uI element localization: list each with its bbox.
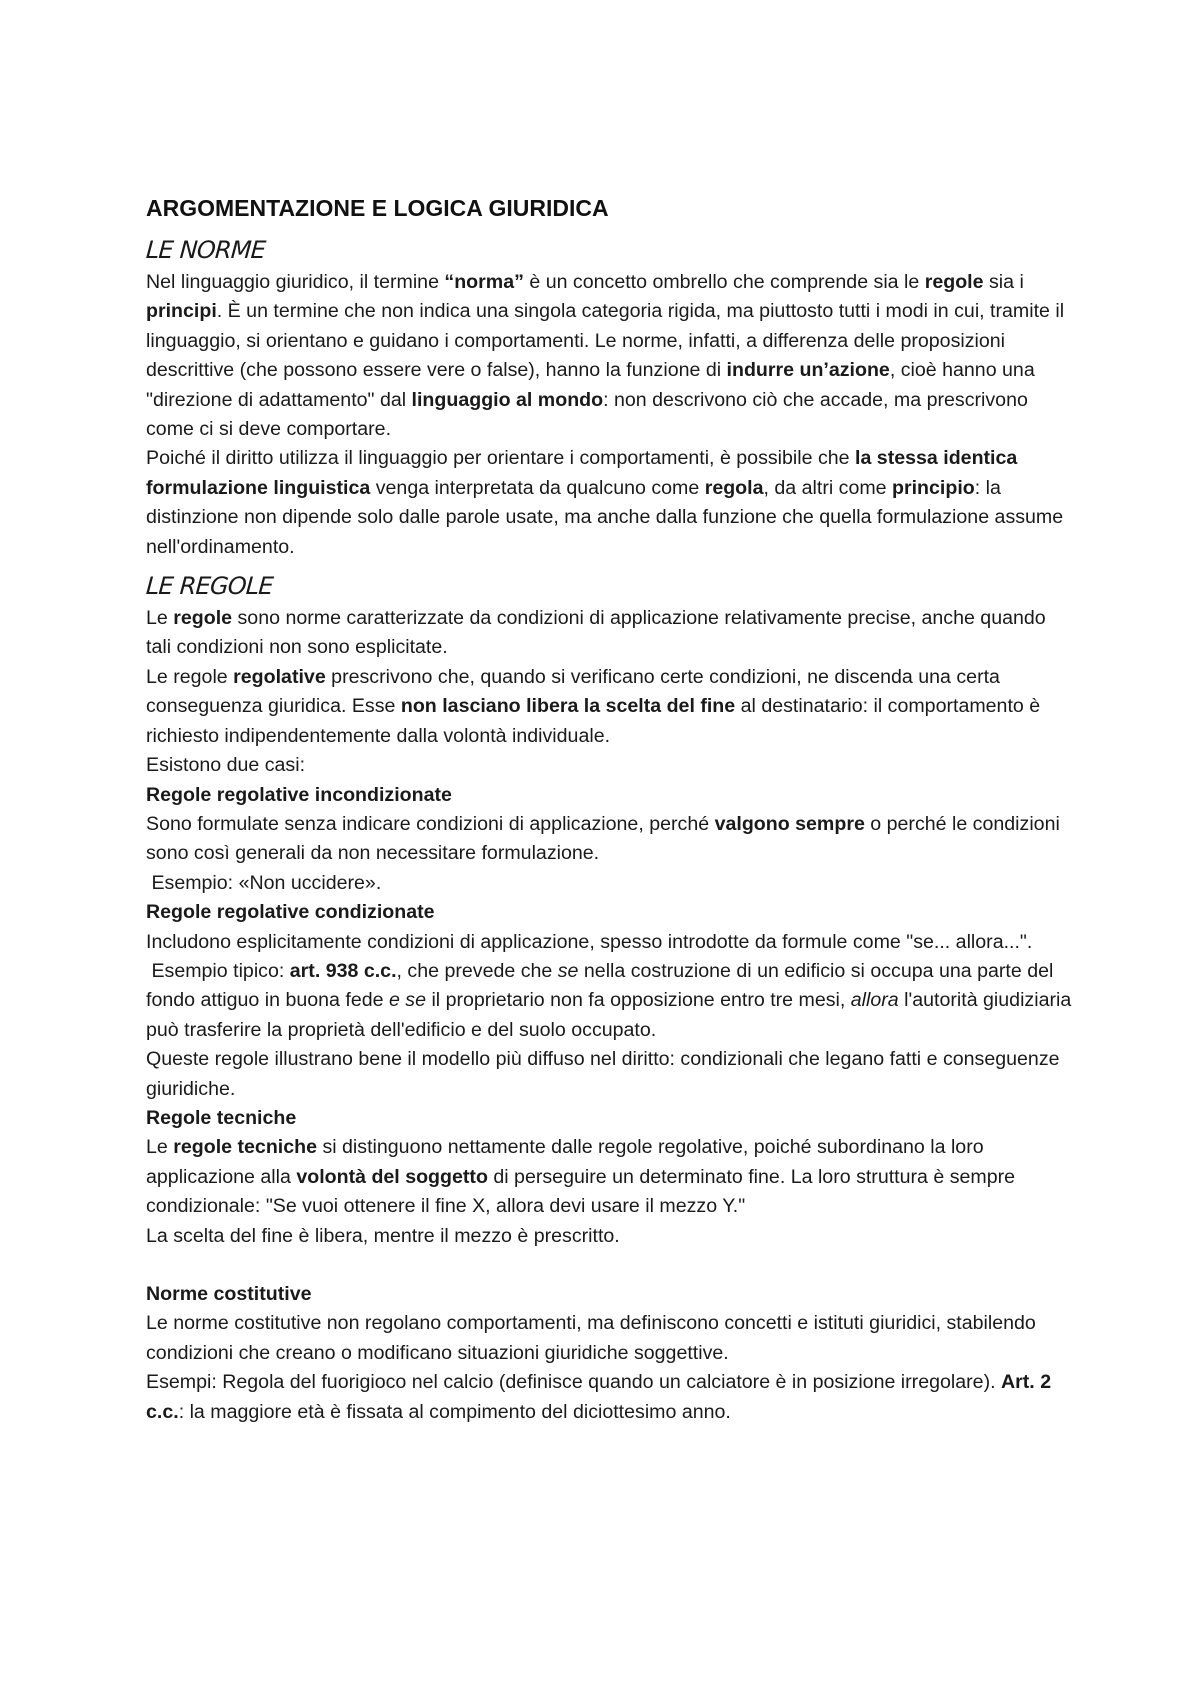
- incondizionate-paragraph: Sono formulate senza indicare condizioni di applicazione, perché valgono sempre o perché le condizioni sono così generali da non necessitare formulazione.: [146, 812, 1060, 865]
- condizionate-paragraph-2: Esempio tipico: art. 938 c.c., che prevede che se nella costruzione di un edificio si occupa una parte del fondo attiguo in buona fede e se il proprietario non fa opposizione entro tre mesi, allora l'autorità giudiziaria può trasferire la proprietà dell'edificio e del suolo occupato.: [146, 959, 1077, 1041]
- section-heading-norme: LE NORME: [145, 236, 267, 264]
- document-page: [146, 192, 1076, 1427]
- norme-paragraph-2: Poiché il diritto utilizza il linguaggio per orientare i comportamenti, è possibile che la stessa identica formulazione linguistica venga interpretata da qualcuno come regola, da altri come principio: la distinzione non dipende solo dalle parole usate, ma anche dalla funzione che quella formulazione assume nell'ordinamento.: [146, 447, 1064, 558]
- subheading-condizionate: Regole regolative condizionate: [146, 901, 435, 924]
- subheading-costitutive: Norme costitutive: [146, 1283, 312, 1305]
- regole-paragraph-2: Le regole regolative prescrivono che, quando si verificano certe condizioni, ne discenda una certa conseguenza giuridica. Esse non lasciano libera la scelta del fine al destinatario: il comportamento è richiesto indipendentemente dalla volontà individuale.: [146, 665, 1041, 747]
- tecniche-paragraph-2: La scelta del fine è libera, mentre il mezzo è prescritto.: [146, 1224, 620, 1247]
- subheading-incondizionate: Regole regolative incondizionate: [146, 783, 452, 806]
- condizionate-paragraph-3: Queste regole illustrano bene il modello più diffuso nel diritto: condizionali che legano fatti e conseguenze giuridiche.: [146, 1048, 1060, 1100]
- costitutive-paragraph-1: Le norme costitutive non regolano comportamenti, ma definiscono concetti e istituti giuridici, stabilendo condizioni che creano o modificano situazioni giuridiche soggettive.: [146, 1312, 1036, 1364]
- costitutive-paragraph-2: Esempi: Regola del fuorigioco nel calcio (definisce quando un calciatore è in posizione irregolare). Art. 2 c.c.: la maggiore età è fissata al compimento del diciottesimo anno.: [146, 1371, 1052, 1423]
- subheading-tecniche: Regole tecniche: [146, 1106, 297, 1129]
- regole-paragraph-3: Esistono due casi:: [146, 754, 306, 777]
- norme-paragraph-1: Nel linguaggio giuridico, il termine “norma” è un concetto ombrello che comprende sia le regole sia i principi. È un termine che non indica una singola categoria rigida, ma piuttosto tutti i modi in cui, tramite il linguaggio, si orientano e guidano i comportamenti. Le norme, infatti, a differenza delle proposizioni descrittive (che possono essere vere o false), hanno la funzione di indurre un’azione, cioè hanno una "direzione di adattamento" dal linguaggio al mondo: non descrivono ciò che accade, ma prescrivono come ci si deve comportare.: [146, 271, 1065, 441]
- incondizionate-example: Esempio: «Non uccidere».: [146, 871, 382, 894]
- regole-paragraph-1: Le regole sono norme caratterizzate da condizioni di applicazione relativamente precise, anche quando tali condizioni non sono esplicitate.: [146, 607, 1046, 659]
- tecniche-paragraph-1: Le regole tecniche si distinguono nettamente dalle regole regolative, poiché subordinano la loro applicazione alla volontà del soggetto di perseguire un determinato fine. La loro struttura è sempre condizionale: "Se vuoi ottenere il fine X, allora devi usare il mezzo Y.": [146, 1136, 1016, 1218]
- section-heading-regole: LE REGOLE: [145, 572, 274, 601]
- document-title: ARGOMENTAZIONE E LOGICA GIURIDICA: [146, 195, 609, 221]
- blank-line: [146, 1251, 1076, 1280]
- condizionate-paragraph-1: Includono esplicitamente condizioni di applicazione, spesso introdotte da formule come "se... allora...".: [146, 930, 1033, 953]
